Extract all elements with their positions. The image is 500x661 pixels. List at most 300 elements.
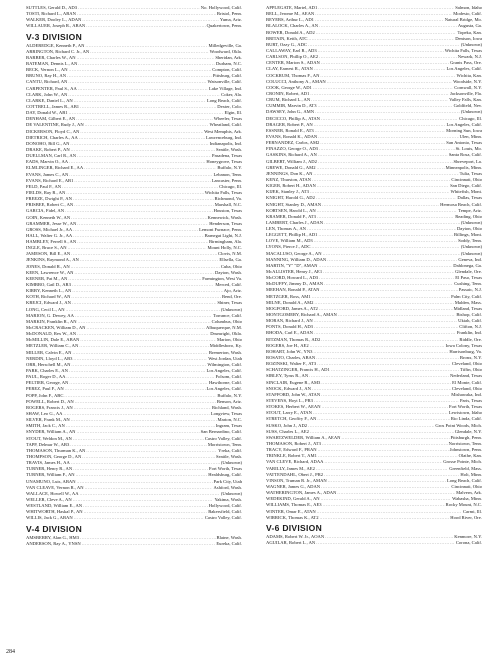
hometown: San Bernardino, Calif. bbox=[200, 429, 242, 435]
hometown: Minneapolis, Minn. bbox=[445, 164, 482, 170]
crew-name: VAN CLEAVE, Vernon R., AN bbox=[26, 484, 84, 490]
hometown: Rocky Mount, N.C. bbox=[445, 502, 482, 508]
crew-name: AGUILAR, Robert L., AN bbox=[266, 539, 316, 545]
crew-name: WESTLAND, William E., AN bbox=[26, 503, 83, 509]
hometown: Santa Rosa, Calif. bbox=[448, 152, 482, 158]
hometown: Dallas, Texas bbox=[457, 195, 482, 201]
hometown: Cushing, Tenn. bbox=[454, 281, 482, 287]
crew-name: LEN, Thomas A., AN bbox=[266, 226, 306, 232]
hometown: Lake Village, Ind. bbox=[208, 85, 242, 91]
hometown: Marion, Ohio bbox=[216, 337, 242, 343]
crew-name: MACALUSO, George A., AN bbox=[266, 250, 322, 256]
crew-name: CARPENTER, Paul S., AA bbox=[26, 85, 77, 91]
crew-name: McALLISTER, Henry J., AE1 bbox=[266, 269, 323, 275]
crew-name: ROGERS, Francis J., AN bbox=[26, 404, 73, 410]
hometown: Palm City, Calif. bbox=[451, 293, 482, 299]
hometown: Shreveport, La. bbox=[453, 158, 482, 164]
hometown: Compton, Calif. bbox=[212, 67, 242, 73]
hometown: Healdsburg, Calif. bbox=[208, 472, 242, 478]
hometown: Billings, Mont. bbox=[454, 232, 482, 238]
hometown: Franklin, Ind. bbox=[456, 330, 482, 336]
crew-name: MONTGOMERY, Richard A., AMAN bbox=[266, 312, 337, 318]
crew-name: CLARKE, Daniel L., AN bbox=[26, 97, 73, 103]
hometown: Elgin, Ill. bbox=[224, 110, 242, 116]
crew-name: WATHERINGTON, James A., ADAN bbox=[266, 490, 337, 496]
hometown: Woodside, N.Y. bbox=[453, 78, 482, 84]
crew-name: WEDEKIND, Gerald A., AN bbox=[266, 496, 320, 502]
hometown: Malvern, Ark. bbox=[456, 490, 482, 496]
crew-name: AMSBERRY, Alan G., HM3 bbox=[26, 534, 80, 540]
hometown: Los Angeles, Calif. bbox=[206, 368, 242, 374]
crew-name: GARCIA, Fidel, AN bbox=[26, 208, 65, 214]
crew-name: BLALOCK, Charles A., AN bbox=[266, 23, 319, 29]
crew-name: BURT, Ozzy G., ADC bbox=[266, 41, 307, 47]
hometown: El Paso, Texas bbox=[455, 275, 482, 281]
crew-name: SUSKO, John J., AD2 bbox=[266, 422, 308, 428]
hometown: Newark, N.J. bbox=[457, 54, 482, 60]
crew-name: CLARK, John W., AN bbox=[26, 91, 68, 97]
division-heading: V-6 DIVISION bbox=[266, 522, 323, 533]
hometown: Dayton, Ohio bbox=[456, 226, 482, 232]
hometown: Quakertown, Penn. bbox=[206, 23, 242, 29]
hometown: Salmon, Idaho bbox=[455, 5, 482, 10]
hometown: Pittsburgh, Penn. bbox=[450, 434, 482, 440]
hometown: (Unknown) bbox=[460, 250, 482, 256]
leader-dots bbox=[82, 541, 216, 547]
hometown: Pittsburg, Calif. bbox=[212, 73, 242, 79]
crew-name: FREEZE, Dwight P., AN bbox=[26, 196, 72, 202]
hometown: Cincinnati, Ohio bbox=[451, 483, 482, 489]
crew-name: KNIGHT, Harold G., AD2 bbox=[266, 195, 315, 201]
hometown: Tempe, Ariz. bbox=[458, 207, 482, 213]
crew-name: ELMLINGER, Richard E., AA bbox=[26, 165, 84, 171]
hometown: Cornwall, N.Y. bbox=[454, 84, 482, 90]
leader-dots bbox=[74, 515, 204, 521]
hometown: El Monte, Calif. bbox=[452, 379, 482, 385]
crew-name: DECICCO, Phillip A., ATAN bbox=[266, 115, 320, 121]
hometown: Ajo, Ariz. bbox=[223, 288, 242, 294]
crew-name: TRACY, Edward F., PRAN bbox=[266, 447, 317, 453]
hometown: Coker, Ala. bbox=[221, 91, 242, 97]
hometown: Kenmore, N.Y. bbox=[454, 533, 482, 539]
crew-name: SIBLEY, Tyrus R., AN bbox=[266, 373, 309, 379]
crew-name: WILLAUER, Joseph R., ABAN bbox=[26, 23, 86, 29]
crew-name: MANNING, William D., ADAN bbox=[266, 256, 327, 262]
crew-name: MILLER, Calvin E., AN bbox=[26, 349, 72, 355]
right-column bbox=[266, 5, 482, 546]
crew-name: KRAMER, Donald F., AT3 bbox=[266, 213, 316, 219]
hometown: Buffalo, N.Y. bbox=[217, 165, 242, 171]
hometown: Hollywood, Calif. bbox=[208, 503, 242, 509]
crew-name: APPLEGATE, Martel, AD1 bbox=[266, 5, 318, 10]
crew-name: KIRBY, Kenneth L., AN bbox=[26, 288, 72, 294]
hometown: Eureka, Calif. bbox=[216, 540, 242, 546]
crew-name: DICKERSON, Floyd C., AN bbox=[26, 128, 80, 134]
crew-name: GROSS, Michael Jr., AA bbox=[26, 226, 73, 232]
hometown: Albuquerque, N.M. bbox=[206, 325, 242, 331]
hometown: Cuba, Ohio bbox=[220, 263, 242, 269]
crew-name: THOMASON, Thurman K., AN bbox=[26, 447, 86, 453]
hometown: Dayton, Wash. bbox=[215, 269, 242, 275]
hometown: Hermosa Beach, Calif. bbox=[440, 201, 482, 207]
hometown: Milledgeville, Ga. bbox=[208, 42, 242, 48]
crew-name: HAMBLEY, Ferrell S., AN bbox=[26, 239, 77, 245]
hometown: Riddle, Ore. bbox=[459, 336, 482, 342]
hometown: Nederland, Texas bbox=[450, 373, 482, 379]
hometown: Whitefish, Mont. bbox=[450, 189, 482, 195]
crew-name: JENNINGS, Don K., AN bbox=[266, 170, 313, 176]
hometown: Watsonville, Calif. bbox=[207, 79, 242, 85]
crew-name: KIMBRO, Gail D., AR3 bbox=[26, 282, 71, 288]
hometown: Harrisonburg, Va. bbox=[449, 348, 482, 354]
crew-name: JONES, Donald R., AN bbox=[26, 263, 70, 269]
hometown: Chicago, Ill. bbox=[459, 115, 482, 121]
hometown: Birmingham, Ala. bbox=[208, 239, 242, 245]
crew-name: ARRINGTON, Richard C. Jr., AN bbox=[26, 48, 90, 54]
crew-name: GASKINS, Richard A., AN bbox=[266, 152, 317, 158]
hometown: Wichita Falls, Texas bbox=[204, 189, 242, 195]
hometown: Los Angeles, Calif. bbox=[206, 386, 242, 392]
hometown: Bremerton, Wash. bbox=[208, 349, 242, 355]
crew-name: CRUM, Richard L., AN bbox=[266, 97, 311, 103]
crew-name: GRAMMER, Jesse W., AN bbox=[26, 220, 77, 226]
crew-name: UNAMUNO, Luis, ABAN bbox=[26, 478, 76, 484]
crew-name: STEVENS, Hoyt L., PR3 bbox=[266, 398, 313, 403]
crew-name: LOVE, William M., AD3 bbox=[266, 238, 313, 244]
crew-name: JAMESON, Bill E., AN bbox=[26, 251, 71, 257]
crew-name: McMILLIN, Dale E., ABAN bbox=[26, 337, 80, 343]
hometown: Shiner, Texas bbox=[217, 300, 242, 306]
crew-name: DAWSEY, John G., AMN bbox=[266, 109, 315, 115]
crew-name: ROZINSKI, Walter F., AT3 bbox=[266, 361, 317, 367]
crew-name: SUTTLES, Gerald D., AD3 bbox=[26, 5, 78, 10]
crew-name: DAY, Donald W., AB1 bbox=[26, 110, 68, 116]
hometown: West Jordan, Utah bbox=[208, 355, 242, 361]
crew-name: MARTIN, "Y" "D", AMAN bbox=[266, 262, 318, 268]
hometown: Park City, Utah bbox=[213, 478, 242, 484]
hometown: Richmond, Va. bbox=[214, 196, 242, 202]
hometown: Tiffin, Ohio bbox=[460, 367, 482, 373]
left-column bbox=[26, 5, 242, 547]
crew-name: CARLSON, Phillip O., AE2 bbox=[266, 54, 319, 60]
crew-name: STRETCH, Geoffry F., AN bbox=[266, 416, 317, 422]
hometown: Clifton, N.J. bbox=[459, 324, 482, 330]
hometown: Wheatland, Calif. bbox=[209, 122, 242, 128]
hometown: Fort Worth, Texas bbox=[449, 404, 482, 410]
crew-name: BEYERS, Arthur L., AD1 bbox=[266, 17, 314, 23]
crew-name: DE VALENTINE, Rudy J., AN bbox=[26, 122, 84, 128]
crew-name: PAUL, Roger D., AA bbox=[26, 374, 66, 380]
crew-name: SHAW, Leo G., AA bbox=[26, 411, 63, 416]
hometown: Glendale, Ore. bbox=[455, 269, 482, 275]
crew-name: ESSNER, Ronald E., AT3 bbox=[266, 127, 314, 133]
hometown: No. Hollywood, Calif. bbox=[200, 5, 242, 10]
hometown: Middlesboro, Ky. bbox=[209, 343, 242, 349]
hometown: Yuma, Ariz. bbox=[219, 17, 242, 23]
hometown: Merced, Calif. bbox=[215, 282, 242, 288]
crew-name: RITZMAN, Thomas R., AD2 bbox=[266, 336, 321, 342]
crew-name: FINAZZO, George O., AD3 bbox=[266, 146, 318, 152]
hometown: West Memphis, Ark. bbox=[204, 128, 242, 134]
crew-name: PEREZ, Paul F., AN bbox=[26, 386, 64, 392]
crew-name: SCHATZINGER, Francis H., AD1 bbox=[266, 367, 330, 373]
hometown: Tulia, Texas bbox=[459, 170, 482, 176]
crew-name: DRAKE, Robert P., AN bbox=[26, 146, 70, 152]
hometown: Dexter, Colo. bbox=[217, 103, 242, 109]
hometown: Buffalo, N.Y. bbox=[217, 392, 242, 398]
hometown: Barnegat Light, N.J. bbox=[204, 232, 242, 238]
crew-name: KOTH, Richard W., AN bbox=[26, 294, 71, 300]
crew-name: KIGER, Robert H., ADAN bbox=[266, 183, 316, 189]
crew-name: BOWER, Donald A., AD2 bbox=[266, 29, 315, 35]
hometown: Reading, Ohio bbox=[455, 213, 482, 219]
hometown: Houston, Texas bbox=[213, 208, 242, 214]
crew-name: CALLAWAY, Earl R., AD3 bbox=[266, 47, 317, 53]
crew-name: STAFFORD, John W., ATAN bbox=[266, 391, 321, 397]
crew-name: EVANS, James C., AN bbox=[26, 171, 69, 177]
crew-name: SNOCK, Edward J., AN bbox=[266, 385, 311, 391]
roster-entry bbox=[26, 515, 242, 521]
hometown: Clovis, N.M. bbox=[218, 251, 242, 257]
crew-name: THOMASON, Robert J., AT3 bbox=[266, 440, 321, 446]
crew-name: MOGFORD, James A., AT2 bbox=[266, 305, 318, 311]
roster-entry bbox=[26, 541, 242, 547]
crew-name: NERDIN, Lloyd L., AB3 bbox=[26, 355, 73, 361]
hometown: Folsom, Calif. bbox=[215, 374, 242, 380]
crew-name: KEEN, Lawrence W., AN bbox=[26, 269, 74, 275]
crew-name: LAMBERT, Charles J., ADAN bbox=[266, 219, 324, 225]
hometown: San Antonio, Texas bbox=[446, 140, 482, 146]
hometown: Long Beach, Calif. bbox=[207, 97, 242, 103]
crew-name: EADS, Marvin O., AA bbox=[26, 159, 69, 165]
hometown: Lancaster, Penn. bbox=[211, 177, 242, 183]
hometown: Henderson, Texas bbox=[209, 220, 242, 226]
hometown: Norristown, Tenn. bbox=[448, 440, 482, 446]
crew-name: COLUCCI, Anthony A., AMAN bbox=[266, 78, 326, 84]
crew-name: TURNER, Henry R., AN bbox=[26, 466, 73, 472]
crew-name: BELL, Jerome M., AEAN bbox=[266, 11, 315, 17]
hometown: (Unknown) bbox=[460, 41, 482, 47]
crew-name: INGLE, Bruce S., AN bbox=[26, 245, 67, 251]
hometown: Mount Holly, N.C. bbox=[207, 245, 242, 251]
hometown: Bishop, Calif. bbox=[456, 312, 482, 318]
crew-name: LYONS, Pierce J., ADC bbox=[266, 244, 311, 250]
hometown: Johnstown, Penn. bbox=[449, 447, 482, 453]
crew-name: GREWE, Donald G., AM2 bbox=[266, 164, 316, 170]
roster-entry bbox=[266, 540, 482, 546]
crew-name: SMITH, Jack C., AN bbox=[26, 423, 65, 429]
hometown: Iowa Colony, Texas bbox=[445, 342, 482, 348]
crew-name: KEENER, Pat M., AN bbox=[26, 275, 68, 281]
crew-name: GOIN, Kenneth W., AN bbox=[26, 214, 71, 220]
hometown: Goldfield, Nev. bbox=[453, 103, 482, 109]
hometown: Wichita Falls, Texas bbox=[444, 47, 482, 53]
hometown: Columbus, Ohio bbox=[211, 318, 242, 324]
hometown: Long Beach, Calif. bbox=[447, 477, 482, 483]
crew-name: MILNE, Donald A., AM2 bbox=[266, 299, 314, 305]
hometown: Augusta, Ga. bbox=[457, 23, 482, 29]
crew-name: METZLER, William C., AN bbox=[26, 343, 79, 349]
hometown: Wabasha, Minn. bbox=[452, 496, 482, 502]
hometown: (Unknown) bbox=[460, 244, 482, 250]
crew-name: PONTS, Donald H., AD3 bbox=[266, 324, 313, 330]
hometown: Longview, Texas bbox=[210, 411, 242, 416]
crew-name: FRISBEE, Robert C., AN bbox=[26, 202, 74, 208]
hometown: Bronx, N.Y. bbox=[459, 355, 482, 361]
crew-name: DENHAM, Gilbert E., AN bbox=[26, 116, 76, 122]
hometown: Holt, Minn. bbox=[460, 471, 482, 477]
hometown: Rio Linda, Calif. bbox=[450, 416, 482, 422]
hometown: (Unknown) bbox=[460, 219, 482, 225]
hometown: Ulen, Minn. bbox=[459, 133, 482, 139]
hometown: Yakima, Wash. bbox=[214, 496, 242, 502]
hometown: Modesto, Calif. bbox=[453, 11, 482, 17]
hometown: Passaic, N.J. bbox=[458, 287, 482, 293]
hometown: Grants Pass, Ore. bbox=[450, 60, 482, 66]
hometown: Blaine, Wash. bbox=[216, 534, 242, 540]
crew-name: WALLACE, Howell W., AA bbox=[26, 490, 79, 496]
hometown: (Unknown) bbox=[220, 306, 242, 312]
hometown: Richland, Wash. bbox=[211, 404, 242, 410]
hometown: Topeka, Kan. bbox=[457, 29, 482, 35]
hometown: Pasadena, Texas bbox=[212, 153, 242, 159]
crew-name: ROSATO, Charles, ABAN bbox=[266, 355, 316, 361]
crew-name: CANTU, Richard, AN bbox=[26, 79, 68, 85]
crew-name: VARILLY, James M., AE2 bbox=[266, 465, 315, 471]
crew-name: THOMPSON, George D., AN bbox=[26, 453, 82, 459]
hometown: Natural Bridge, Mo. bbox=[444, 17, 482, 23]
crew-name: ROHART, John W., YN3 bbox=[266, 348, 313, 354]
division-heading: V-4 DIVISION bbox=[26, 523, 83, 534]
crew-name: WILLIAMS, Thomas E., AE3 bbox=[266, 502, 322, 508]
crew-name: WALKER, Dooley L., ADAN bbox=[26, 17, 82, 23]
crew-name: WHITWORTH, Haskal P., AN bbox=[26, 509, 83, 515]
crew-name: POPP, John F., ABC bbox=[26, 392, 64, 398]
crew-name: TOSTI, Richard L., ABAN bbox=[26, 11, 76, 17]
crew-name: SWARTZWELDER, William A., AEAN bbox=[266, 434, 341, 440]
page-number: 284 bbox=[6, 649, 15, 655]
crew-name: McCRACKEN, William D., AN bbox=[26, 325, 86, 331]
crew-name: MORAN, Richard J., AN bbox=[266, 318, 313, 324]
hometown: Morning Sun, Iowa bbox=[446, 127, 482, 133]
crew-name: CUMMIR, Marvin D., AT3 bbox=[266, 103, 317, 109]
hometown: Wilmington, Calif. bbox=[207, 361, 242, 367]
crew-name: VATTENDAHL, Obert J., PR2 bbox=[266, 471, 324, 477]
hometown: Glendale, N.Y. bbox=[454, 428, 482, 434]
crew-name: SUSS, Charles L., AE2 bbox=[266, 428, 309, 434]
crew-name: MEEHAN, Ronald P., ATAN bbox=[266, 287, 320, 293]
crew-name: PARK, Charles E., AN bbox=[26, 368, 68, 374]
crew-name: BARBER, Charles W., AN bbox=[26, 54, 76, 60]
hometown: Ellsella, Ga. bbox=[219, 257, 242, 263]
hometown: Los Angeles, Calif. bbox=[446, 66, 482, 72]
hometown: Chicago, Ill. bbox=[219, 183, 242, 189]
hometown: Greenfield, Mass. bbox=[449, 465, 482, 471]
hometown: Honeygrove, Texas bbox=[206, 159, 242, 165]
hometown: (Unknown) bbox=[460, 109, 482, 115]
crew-name: RHODA, Carl E., ADAN bbox=[266, 330, 313, 336]
hometown: Farmington, West Va. bbox=[202, 275, 242, 281]
hometown: Dahlonega, Ga. bbox=[453, 262, 482, 268]
hometown: Wichita, Kan. bbox=[456, 72, 482, 78]
crew-name: COCKRUM, Thomas F., AN bbox=[266, 72, 320, 78]
hometown: Soddy, Tenn. bbox=[458, 238, 482, 244]
hometown: Valley Falls, Kan. bbox=[449, 97, 482, 103]
crew-name: EVANS, Ronald K., ADAN bbox=[266, 133, 318, 139]
hometown: Yreka, Calif. bbox=[218, 447, 242, 453]
hometown: Olathe, Kan. bbox=[458, 453, 482, 459]
hometown: Benson, Ariz. bbox=[216, 398, 242, 404]
hometown: Grosse Pointe, Mich. bbox=[443, 459, 482, 465]
hometown: Indianapolis, Ind. bbox=[209, 140, 242, 146]
hometown: Wheeler, Texas bbox=[213, 116, 242, 122]
crew-name: SINCLAIR, Eugene R., AM3 bbox=[266, 379, 321, 385]
hometown: (Unknown) bbox=[220, 490, 242, 496]
crew-name: EVANS, Richard E., AB1 bbox=[26, 177, 74, 183]
hometown: St. Louis, Mo. bbox=[455, 146, 482, 152]
crew-name: WILLIS, Jack G., ABAN bbox=[26, 515, 73, 521]
hometown: Seattle, Wash. bbox=[216, 146, 242, 152]
crew-name: WINTER, Omar E., ATAN bbox=[266, 508, 316, 514]
hometown: Gros Point Woods, Mich. bbox=[435, 422, 482, 428]
hometown: Jacksonville, Fla. bbox=[449, 90, 482, 96]
crew-name: MARION, G. Dewey, AA bbox=[26, 312, 74, 318]
crew-name: COTTRELL, James R., AB1 bbox=[26, 103, 80, 109]
hometown: Sheridan, Ark. bbox=[215, 54, 242, 60]
crew-name: ORR, Herschell M., AN bbox=[26, 361, 71, 367]
hometown: Torrance, Calif. bbox=[213, 312, 242, 318]
crew-name: BRUNO, Ray H., AN bbox=[26, 73, 67, 79]
hometown: Cleveland, Ohio bbox=[451, 385, 482, 391]
crew-name: SILVER, Frank M., AN bbox=[26, 417, 70, 423]
hometown: Drumright, Okla. bbox=[210, 331, 242, 337]
crew-name: SNYDER, William A., AN bbox=[26, 429, 76, 435]
crew-name: COOK, George W., AD1 bbox=[266, 84, 312, 90]
hometown: Marshall, N.C. bbox=[214, 202, 242, 208]
crew-name: TRAVIS, James H., AA bbox=[26, 460, 70, 466]
hometown: Castro Valley, Calif. bbox=[204, 435, 242, 441]
crew-name: METZGER, Ross, AM1 bbox=[266, 293, 311, 299]
hometown: Ukiah, Calif. bbox=[458, 318, 482, 324]
hometown: Malden, Mass. bbox=[454, 299, 482, 305]
hometown: Bristol, Penn. bbox=[216, 11, 242, 17]
crew-name: PELTIER, George, AN bbox=[26, 380, 69, 386]
crew-name: VAN CLEVE, Richard, ADAA bbox=[266, 459, 324, 465]
crew-name: WAGNER, James G., ADAN bbox=[266, 483, 321, 489]
hometown: Hawthorne, Calif. bbox=[208, 380, 242, 386]
hometown: Midland, Texas bbox=[453, 305, 482, 311]
hometown: Lewistown, Idaho bbox=[448, 410, 482, 416]
hometown: Seattle, Wash. bbox=[216, 453, 242, 459]
crew-name: STOUT, Larry E., ATAN bbox=[266, 410, 312, 416]
crew-name: CLAY, Earnest R., ATAN bbox=[266, 66, 313, 72]
crew-name: KENZ, Thurston, ATAN bbox=[266, 176, 311, 182]
hometown: (Unknown) bbox=[220, 460, 242, 466]
crew-name: TRINKLE, Robert T., AM1 bbox=[266, 453, 317, 459]
crew-name: McCORD, Howard L., AD3 bbox=[266, 275, 319, 281]
leader-dots bbox=[86, 23, 205, 29]
crew-name: ADAMS, Robert W. Jr., AOAN bbox=[266, 533, 325, 539]
hometown: Lebanon, Tenn. bbox=[213, 171, 242, 177]
leader-dots bbox=[320, 515, 450, 521]
crew-name: WIRRICK, Thomas K., AT2 bbox=[266, 514, 319, 520]
crew-name: DRAGER, Robert P., AN bbox=[266, 121, 313, 127]
crew-name: HALL, Walter G. Jr., AA bbox=[26, 232, 73, 238]
hometown: Lawrenceburg, Ind. bbox=[205, 134, 242, 140]
crew-name: CRONIN, Robert, AD1 bbox=[266, 90, 310, 96]
crew-name: McDUFFY, Jimmy D., AMAN bbox=[266, 281, 324, 287]
hometown: San Diego, Calif. bbox=[450, 183, 482, 189]
